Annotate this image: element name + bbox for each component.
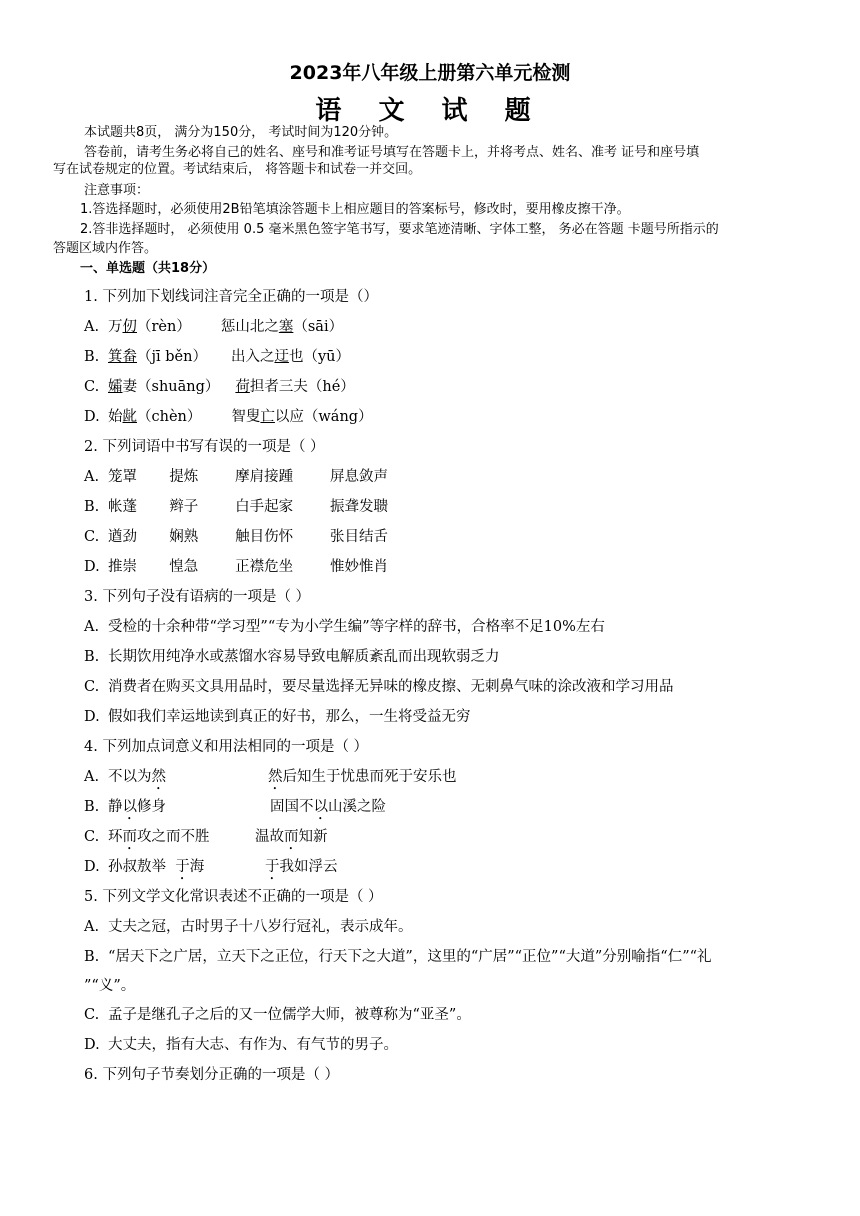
q5-option-c [84,1004,471,1026]
option-text: 丈夫之冠，古时男子十八岁行冠礼，表示成年。 [108,919,413,935]
option-label: B. [84,349,100,365]
q3-option-b [84,646,500,668]
q1-option-d [84,406,373,428]
dotted-word: 于 [175,859,190,875]
q1-option-b [84,346,350,368]
option-label: B. [84,649,100,665]
question-6-stem: 6. 下列句子节奏划分正确的一项是（ ） [84,1067,340,1083]
option-text: 推崇 惶急 正襟危坐 惟妙惟肖 [108,559,389,575]
option-text: 后知生于忧患而死于安乐也 [282,769,457,785]
option-text: 固国不 [270,799,314,815]
underlined-word: 孀 [108,379,123,395]
option-text: 假如我们幸运地读到真正的好书，那么，一生将受益无穷 [108,709,471,725]
question-3-stem: 3. 下列句子没有语病的一项是（ ） [84,589,311,605]
option-label: B. [84,499,100,515]
option-text: 出入之 [230,349,275,365]
pinyin: 以应（wáng） [274,409,373,425]
notes-label: 注意事项： [84,183,150,198]
option-label: A. [84,619,100,635]
option-text: 孙叔敖举 [108,859,176,875]
pinyin: （sāi） [293,319,344,335]
option-text: 大丈夫，指有大志、有作为、有气节的男子。 [108,1037,398,1053]
option-label: B. [84,799,100,815]
option-text: 惩山北之 [220,319,279,335]
underlined-word: 箕畚 [108,349,137,365]
option-label: D. [84,859,100,875]
q4-option-d [84,856,338,883]
underlined-word: 仞 [122,319,137,335]
option-text: 海 [189,859,205,875]
instruction-line-1: 本试题共8页， 满分为150分， 考试时间为120分钟。 [84,125,398,140]
note-2b: 答题区域内作答。 [53,241,158,256]
option-text: 遒劲 娴熟 触目伤怀 张目结舌 [108,529,389,545]
q1-option-c [84,376,355,398]
pinyin: 担者三夫（hé） [249,379,355,395]
exam-subtitle: 语 文 试 题 [315,96,545,126]
option-label: D. [84,559,100,575]
instruction-line-2a: 答卷前，请考生务必将自己的姓名、座号和准考证号填写在答题卡上，并将考点、姓名、准考 证号和座号填 [84,145,700,160]
note-1: 1.答选择题时，必须使用2B铅笔填涂答题卡上相应题目的答案标号，修改时，要用橡皮擦干净。 [80,202,630,217]
question-2-stem: 2. 下列词语中书写有误的一项是（ ） [84,439,325,455]
underlined-word: 荷 [235,379,250,395]
option-label: D. [84,1037,100,1053]
q2-option-b [84,496,388,518]
section-1-title: 一、单选题（共18分） [80,261,216,276]
option-text: 受检的十余种带“学习型”“专为小学生编”等字样的辞书，合格率不足10%左右 [108,619,605,635]
option-label: A. [84,769,100,785]
q5-option-d [84,1034,398,1056]
option-label: C. [84,679,100,695]
underlined-word: 龀 [122,409,137,425]
pinyin: （chèn） [137,409,202,425]
instruction-line-2b: 写在试卷规定的位置。考试结束后， 将答题卡和试卷一并交回。 [53,162,422,177]
q3-option-a [84,616,605,638]
q1-option-a [84,316,343,338]
q2-option-d [84,556,388,578]
q3-option-d [84,706,471,728]
option-label: B. [84,949,100,965]
underlined-word: 迂 [274,349,289,365]
pinyin: （jī běn） [137,349,207,365]
option-text: 始 [108,409,123,425]
option-label: C. [84,379,100,395]
option-text: 我如浮云 [279,859,338,875]
underlined-word: 亡 [260,409,275,425]
option-label: D. [84,709,100,725]
option-text: “居天下之广居，立天下之正位，行天下之大道”，这里的“广居”“正位”“大道”分别喻指“仁”“礼 [108,949,712,965]
option-text: 攻之而不胜 [137,829,210,845]
q4-option-c [84,826,328,853]
option-text: 环 [108,829,123,845]
question-5-stem: 5. 下列文学文化常识表述不正确的一项是（ ） [84,889,383,905]
dotted-word: 以 [313,799,328,815]
q2-option-c [84,526,388,548]
option-label: C. [84,1007,100,1023]
dotted-word: 而 [122,829,137,845]
option-text: 长期饮用纯净水或蒸馏水容易导致电解质紊乱而出现软弱乏力 [108,649,500,665]
q5-option-b-cont: ”“义”。 [84,978,136,994]
dotted-word: 然 [268,769,283,785]
option-label: A. [84,919,100,935]
option-text: 智叟 [231,409,261,425]
q4-option-b [84,796,386,823]
question-1-stem: 1. 下列加下划线词注音完全正确的一项是（） [84,289,378,305]
option-text: 万 [108,319,123,335]
q2-option-a [84,466,388,488]
dotted-word: 以 [122,799,137,815]
q3-option-c [84,676,674,698]
option-text: 修身 [137,799,166,815]
pinyin: 也（yū） [288,349,350,365]
option-label: A. [84,319,100,335]
option-text: 帐蓬 辫子 白手起家 振聋发聩 [108,499,389,515]
option-text: 山溪之险 [328,799,386,815]
note-2a: 2.答非选择题时， 必须使用 0.5 毫米黑色签字笔书写，要求笔迹清晰、字体工整， 务必在答题 卡题号所指示的 [80,222,719,237]
q4-option-a [84,766,457,793]
underlined-word: 塞 [278,319,294,335]
q5-option-b [84,946,712,968]
option-text: 笼罩 提炼 摩肩接踵 屏息敛声 [108,469,389,485]
option-label: C. [84,529,100,545]
option-text: 消费者在购买文具用品时，要尽量选择无异味的橡皮擦、无刺鼻气味的涂改液和学习用品 [108,679,674,695]
option-text: 孟子是继孔子之后的又一位儒学大师，被尊称为“亚圣”。 [108,1007,471,1023]
option-text: 不以为 [108,769,152,785]
pinyin: 妻（shuāng） [122,379,220,395]
q5-option-a [84,916,413,938]
option-text: 静 [108,799,123,815]
exam-title: 2023年八年级上册第六单元检测 [289,62,571,84]
question-4-stem: 4. 下列加点词意义和用法相同的一项是（ ） [84,739,369,755]
pinyin: （rèn） [137,319,191,335]
option-label: D. [84,409,100,425]
dotted-word: 于 [265,859,280,875]
option-label: C. [84,829,100,845]
option-text: 知新 [298,829,328,845]
dotted-word: 而 [284,829,299,845]
dotted-word: 然 [151,769,166,785]
option-text: 温故 [255,829,284,845]
option-label: A. [84,469,100,485]
